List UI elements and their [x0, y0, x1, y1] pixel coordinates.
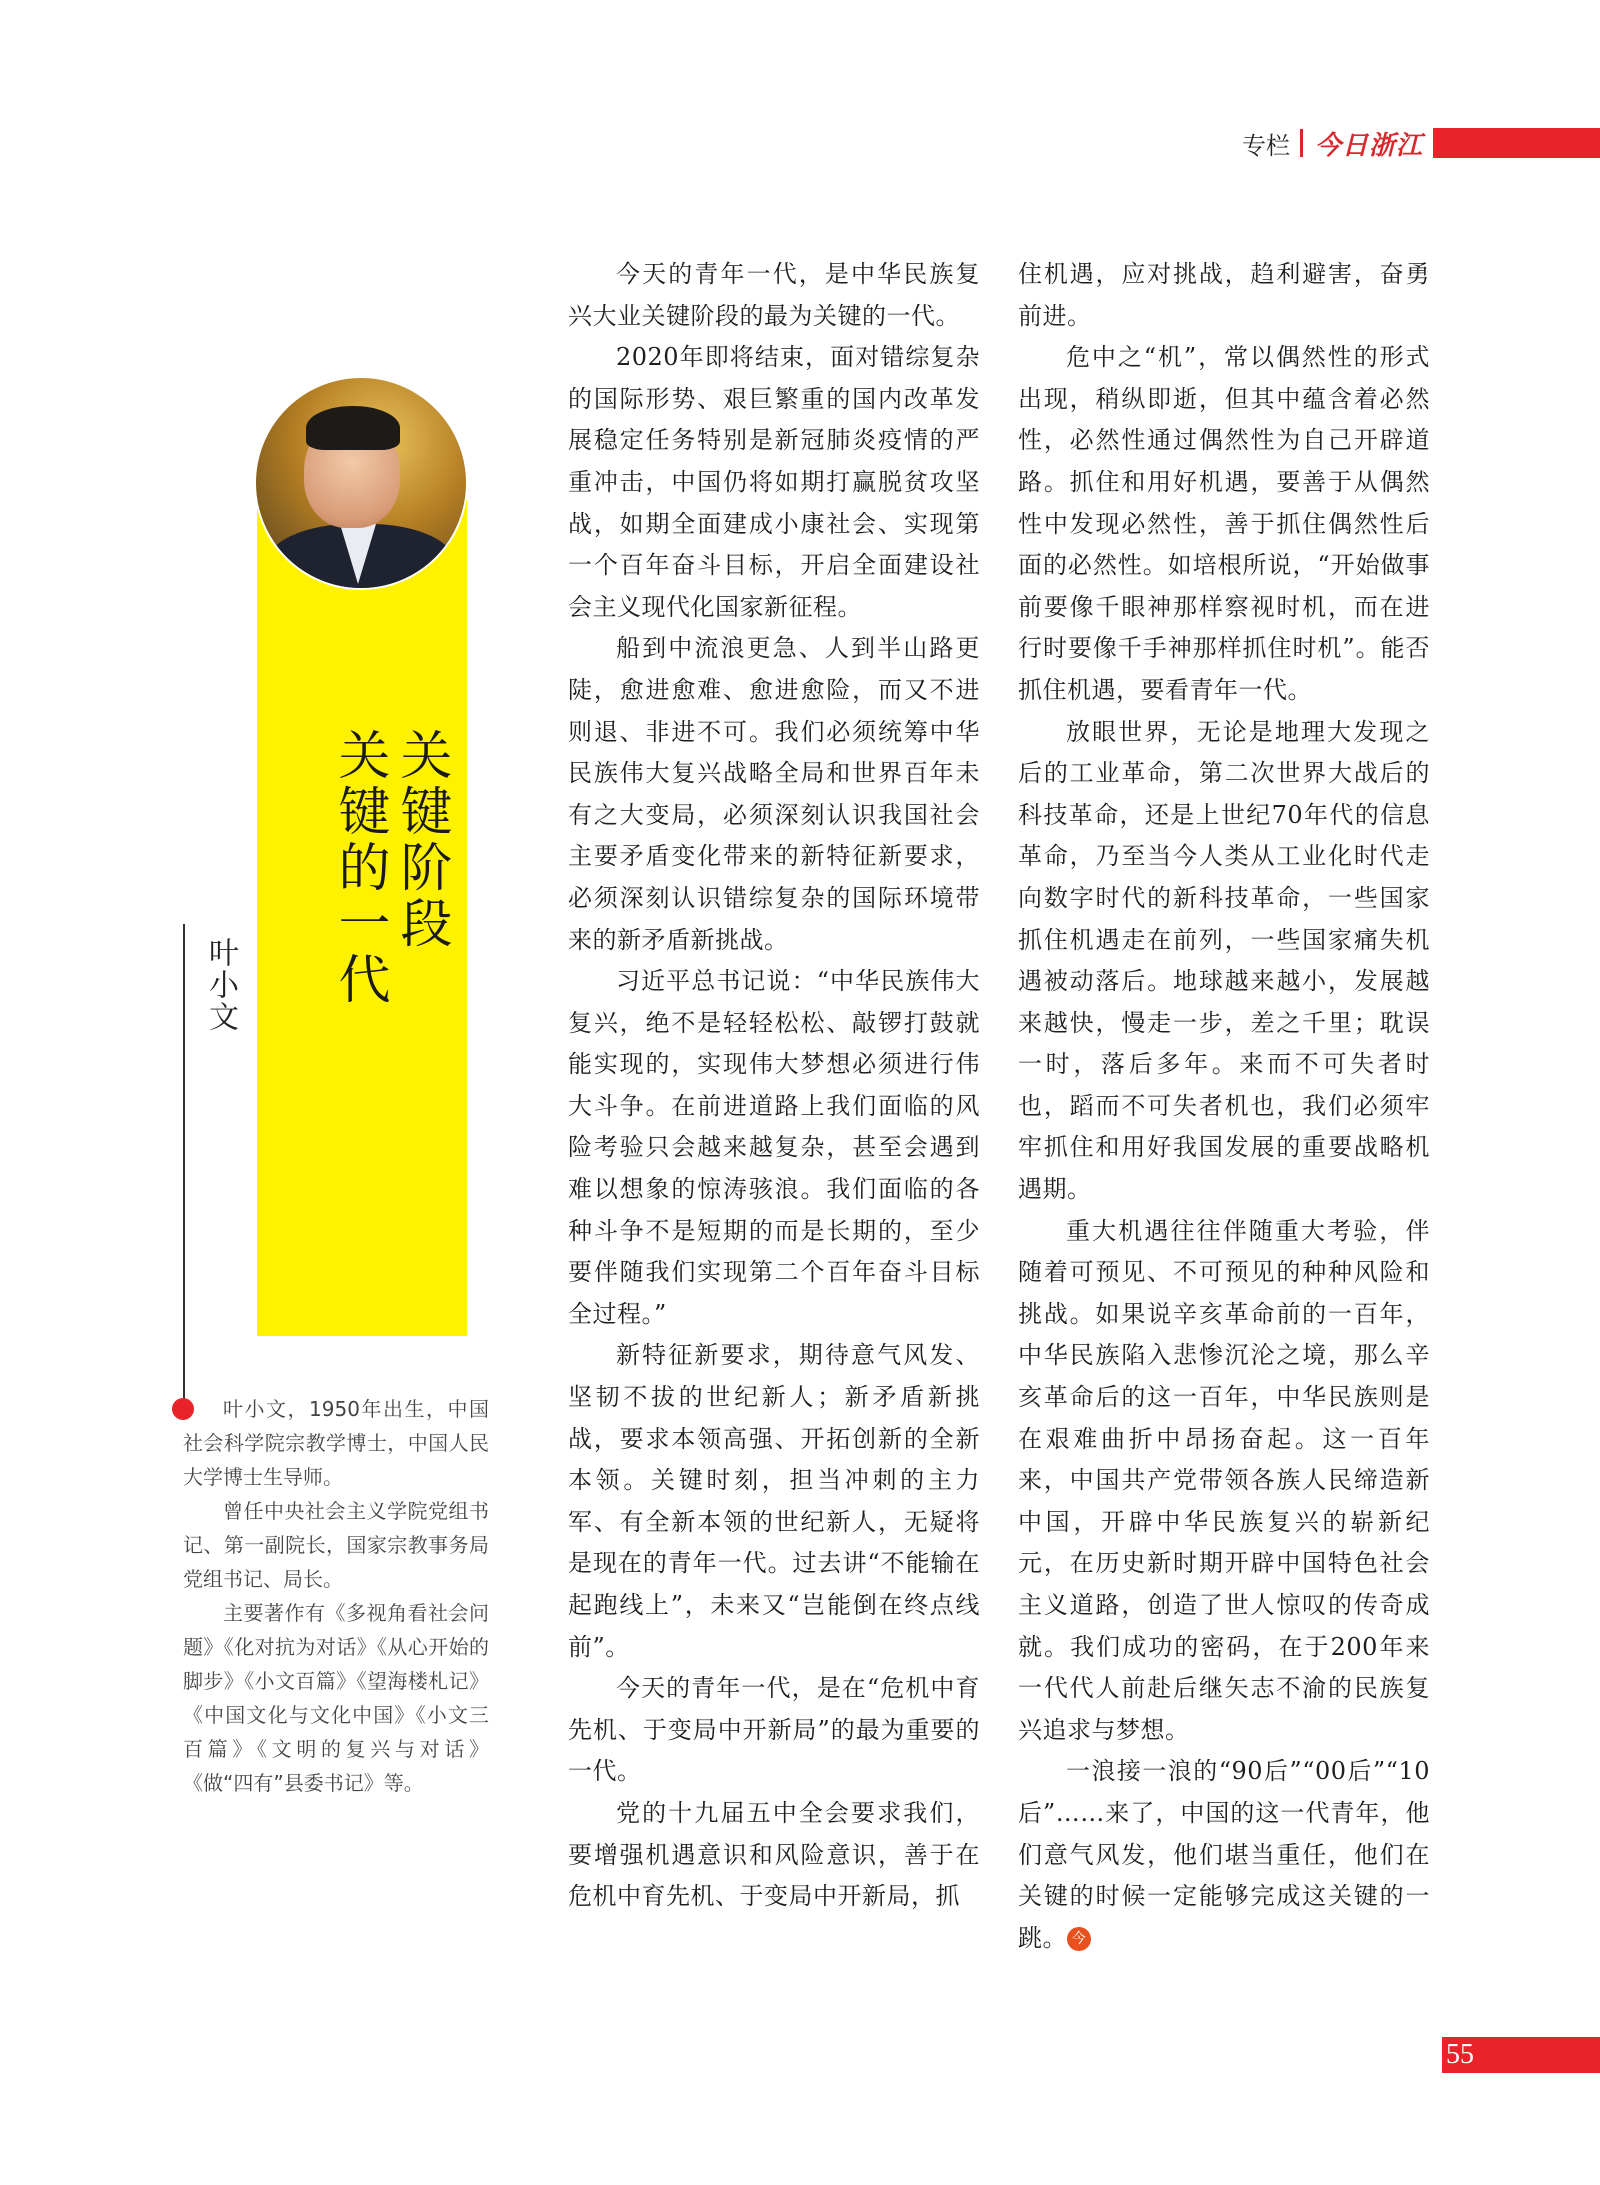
page-number: 55 — [1446, 2039, 1474, 2070]
author-bio — [183, 1392, 489, 1800]
paragraph: 今天的青年一代，是中华民族复兴大业关键阶段的最为关键的一代。 — [568, 260, 980, 330]
article-title — [328, 728, 452, 1008]
bio-paragraph: 曾任中央社会主义学院党组书记、第一副院长，国家宗教事务局党组书记、局长。 — [183, 1499, 489, 1591]
end-mark-icon: 今 — [1067, 1927, 1091, 1951]
paragraph: 危中之“机”，常以偶然性的形式出现，稍纵即逝，但其中蕴含着必然性，必然性通过偶然性为自己开辟道路。抓住和用好机遇，要善于从偶然性中发现必然性，善于抓住偶然性后面的必然性。如培根所说，“开始做事前要像千眼神那样察视时机，而在进行时要像千手神那样抓住时机”。能否抓住机遇，要看青年一代。 — [1018, 343, 1430, 704]
header-divider — [1300, 129, 1303, 157]
header-red-bar — [1433, 128, 1600, 158]
paragraph-continued: 住机遇，应对挑战，趋利避害，奋勇前进。 — [1018, 260, 1430, 330]
column-header — [1242, 126, 1600, 160]
final-paragraph-text: 一浪接一浪的“90后”“00后”“10后”……来了，中国的这一代青年，他们意气风发，他们堪当重任，他们在关键的时候一定能够完成这关键的一跳。 — [1018, 1757, 1430, 1952]
paragraph-final — [1018, 1751, 1430, 1959]
paragraph: 2020年即将结束，面对错综复杂的国际形势、艰巨繁重的国内改革发展稳定任务特别是新冠肺炎疫情的严重冲击，中国仍将如期打赢脱贫攻坚战，如期全面建成小康社会、实现第一个百年奋斗目标，开启全面建设社会主义现代化国家新征程。 — [568, 343, 980, 621]
column-label: 专栏 — [1241, 131, 1290, 160]
paragraph: 党的十九届五中全会要求我们，要增强机遇意识和风险意识，善于在危机中育先机、于变局中开新局，抓 — [568, 1798, 980, 1911]
author-photo — [254, 376, 468, 590]
body-column-2 — [1018, 254, 1430, 1959]
title-line-1: 关键阶段 — [391, 728, 451, 952]
author-rule — [183, 924, 185, 1410]
brand-logo: 今日浙江 — [1314, 130, 1423, 161]
paragraph: 放眼世界，无论是地理大发现之后的工业革命，第二次世界大战后的科技革命，还是上世纪70年代的信息革命，乃至当今人类从工业化时代走向数字时代的新科技革命，一些国家抓住机遇走在前列，一些国家痛失机遇被动落后。地球越来越小，发展越来越快，慢走一步，差之千里；耽误一时，落后多年。来而不可失者时也，蹈而不可失者机也，我们必须牢牢抓住和用好我国发展的重要战略机遇期。 — [1018, 717, 1430, 1204]
bio-paragraph: 主要著作有《多视角看社会问题》《化对抗为对话》《从心开始的脚步》《小文百篇》《望海楼札记》《中国文化与文化中国》《小文三百篇》《文明的复兴与对话》《做“四有”县委书记》等。 — [183, 1601, 489, 1795]
paragraph: 习近平总书记说：“中华民族伟大复兴，绝不是轻轻松松、敲锣打鼓就能实现的，实现伟大梦想必须进行伟大斗争。在前进道路上我们面临的风险考验只会越来越复杂，甚至会遇到难以想象的惊涛骇浪。我们面临的各种斗争不是短期的而是长期的，至少要伴随我们实现第二个百年奋斗目标全过程。” — [568, 967, 980, 1328]
bio-paragraph: 叶小文，1950年出生，中国社会科学院宗教学博士，中国人民大学博士生导师。 — [183, 1397, 489, 1489]
paragraph: 今天的青年一代，是在“危机中育先机、于变局中开新局”的最为重要的一代。 — [568, 1674, 980, 1786]
paragraph: 重大机遇往往伴随重大考验，伴随着可预见、不可预见的种种风险和挑战。如果说辛亥革命前的一百年，中华民族陷入悲惨沉沦之境，那么辛亥革命后的这一百年，中华民族则是在艰难曲折中昂扬奋起。这一百年来，中国共产党带领各族人民缔造新中国，开辟中华民族复兴的崭新纪元，在历史新时期开辟中国特色社会主义道路，创造了世人惊叹的传奇成就。我们成功的密码，在于200年来一代代人前赴后继矢志不渝的民族复兴追求与梦想。 — [1018, 1216, 1430, 1744]
title-line-2: 关键的一代 — [329, 728, 389, 1008]
paragraph: 新特征新要求，期待意气风发、坚韧不拔的世纪新人；新矛盾新挑战，要求本领高强、开拓创新的全新本领。关键时刻，担当冲刺的主力军、有全新本领的世纪新人，无疑将是现在的青年一代。过去讲“不能输在起跑线上”，未来又“岂能倒在终点线前”。 — [568, 1341, 980, 1661]
paragraph: 船到中流浪更急、人到半山路更陡，愈进愈难、愈进愈险，而又不进则退、非进不可。我们必须统筹中华民族伟大复兴战略全局和世界百年未有之大变局，必须深刻认识我国社会主要矛盾变化带来的新特征新要求，必须深刻认识错综复杂的国际环境带来的新矛盾新挑战。 — [568, 634, 980, 954]
author-name: 叶小文 — [203, 937, 238, 1033]
body-column-1 — [568, 254, 980, 1918]
